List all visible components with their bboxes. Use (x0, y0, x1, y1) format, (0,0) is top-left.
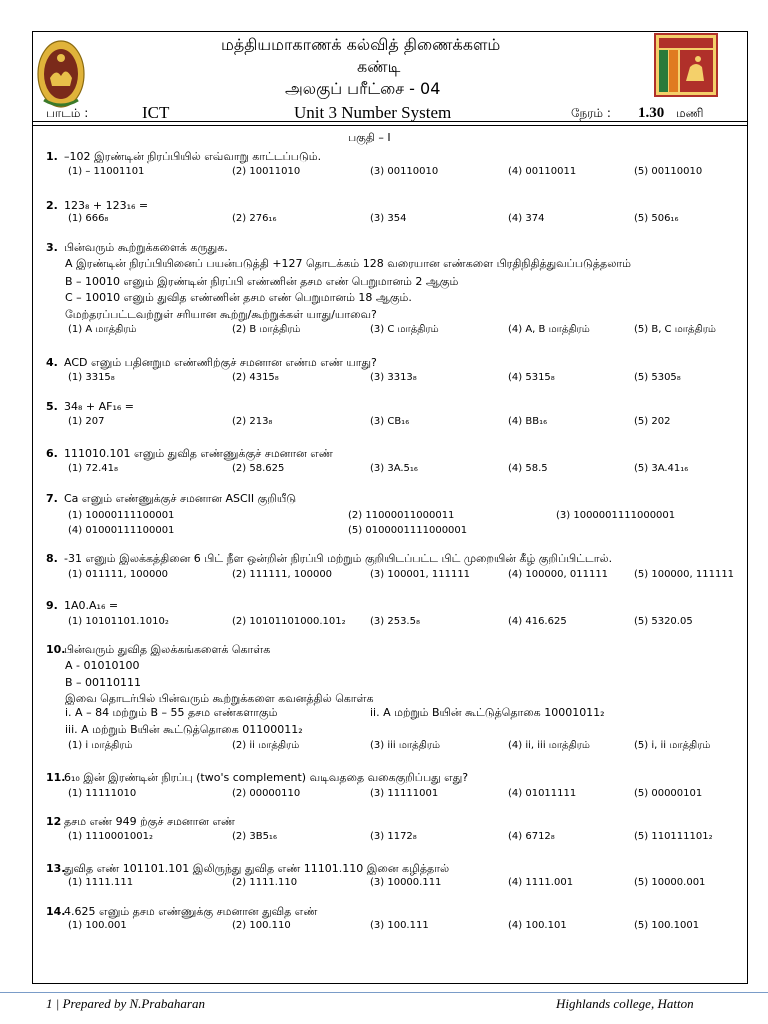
answer-option: (2) 10011010 (232, 166, 301, 177)
question-number: 8. (46, 552, 58, 565)
answer-option: (4) 100000, 011111 (508, 569, 609, 580)
answer-option: (2) 10101101000.101₂ (232, 616, 346, 627)
question-statement: A - 01010100 (65, 659, 140, 672)
question-statement: iii. A மற்றும் Bயின் கூட்டுத்தொகை 01100011₂ (65, 723, 303, 736)
question-number: 3. (46, 241, 58, 254)
answer-option: (4) 01011111 (508, 788, 577, 799)
exam-title: அலகுப் பரீட்சை - 04 (285, 79, 441, 98)
answer-option: (2) 3B5₁₆ (232, 831, 277, 842)
answer-option: (5) 100.1001 (634, 920, 700, 931)
question-statement: B – 10010 எனும் இரண்டின் நிரப்பி எண்ணின் தசம எண் பெறுமானம் 2 ஆகும் (65, 275, 459, 288)
answer-option: (3) CB₁₆ (370, 416, 410, 427)
answer-option: (2) 213₈ (232, 416, 273, 427)
question-number: 1. (46, 150, 58, 163)
province-flag-logo (654, 33, 718, 97)
question-statement: C – 10010 எனும் துவித எண்ணின் தசம எண் பெறுமானம் 18 ஆகும். (65, 291, 412, 304)
answer-option: (5) 0100001111000001 (348, 525, 468, 536)
answer-option: (3) 253.5₈ (370, 616, 420, 627)
answer-option: (1) 1111.111 (68, 877, 134, 888)
question-number: 14. (46, 905, 66, 918)
question-number: 2. (46, 199, 58, 212)
answer-option: (3) 10000.111 (370, 877, 442, 888)
question-number: 5. (46, 400, 58, 413)
department-title: மத்தியமாகாணக் கல்வித் திணைக்களம் (221, 35, 501, 54)
time-value: 1.30 (638, 105, 665, 121)
answer-option: (4) ii, iii மாத்திரம் (508, 740, 590, 751)
answer-option: (1) 10101101.1010₂ (68, 616, 169, 627)
answer-option: (1) A மாத்திரம் (68, 324, 137, 335)
answer-option: (2) 58.625 (232, 463, 285, 474)
answer-option: (5) i, ii மாத்திரம் (634, 740, 711, 751)
question-text: Ca எனும் எண்ணுக்குச் சமனான ASCII குறியீடு (64, 492, 297, 505)
question-text: 111010.101 எனும் துவித எண்ணுக்குச் சமனான எண் (64, 447, 333, 460)
question-number: 12 (46, 815, 62, 828)
answer-option: (3) 100.111 (370, 920, 429, 931)
answer-option: (4) 1111.001 (508, 877, 574, 888)
question-statement: ii. A மற்றும் Bயின் கூட்டுத்தொகை 10001011₂ (370, 706, 605, 719)
time-label: நேரம் : (571, 106, 611, 120)
answer-option: (1) 207 (68, 416, 105, 427)
answer-option: (3) 3A.5₁₆ (370, 463, 418, 474)
answer-option: (4) 6712₈ (508, 831, 555, 842)
question-text: -31 எனும் இலக்கத்தினை 6 பிட் நீள ஒன்றின் நிரப்பி மற்றும் குறியிடப்பட்ட பிட் முறையின் கீழ் குறிப்பிட்டால். (64, 552, 613, 565)
answer-option: (3) 11111001 (370, 788, 439, 799)
national-emblem-logo (36, 38, 86, 112)
answer-option: (1) 1110001001₂ (68, 831, 153, 842)
answer-option: (2) 276₁₆ (232, 213, 277, 224)
answer-option: (1) 666₈ (68, 213, 109, 224)
question-number: 4. (46, 356, 58, 369)
question-statement: மேற்தரப்பட்டவற்றுள் சரியான கூற்று/கூற்றுக்கள் யாது/யாவை? (65, 308, 377, 321)
answer-option: (3) 354 (370, 213, 407, 224)
answer-option: (4) BB₁₆ (508, 416, 548, 427)
question-text: பின்வரும் துவித இலக்கங்களைக் கொள்க (64, 643, 271, 656)
answer-option: (5) 3A.41₁₆ (634, 463, 689, 474)
answer-option: (3) 3313₈ (370, 372, 417, 383)
question-number: 13. (46, 862, 66, 875)
answer-option: (3) 100001, 111111 (370, 569, 471, 580)
question-text: 34₈ + AF₁₆ = (64, 400, 135, 413)
part-label: பகுதி – I (348, 131, 391, 144)
question-statement: இவை தொடர்பில் பின்வரும் கூற்றுக்களை கவனத்தில் கொள்க (65, 692, 374, 705)
footer-divider (0, 992, 768, 993)
answer-option: (4) 100.101 (508, 920, 567, 931)
subject-label: பாடம் : (46, 106, 89, 120)
question-number: 7. (46, 492, 58, 505)
answer-option: (5) 110111101₂ (634, 831, 713, 842)
question-statement: i. A – 84 மற்றும் B – 55 தசம எண்களாகும் (65, 706, 278, 719)
answer-option: (5) 202 (634, 416, 671, 427)
answer-option: (5) B, C மாத்திரம் (634, 324, 716, 335)
question-statement: B – 00110111 (65, 676, 142, 689)
answer-option: (5) 5305₈ (634, 372, 681, 383)
answer-option: (2) 4315₈ (232, 372, 279, 383)
answer-option: (1) – 11001101 (68, 166, 145, 177)
answer-option: (4) 58.5 (508, 463, 548, 474)
question-text: 123₈ + 123₁₆ = (64, 199, 149, 212)
answer-option: (2) 1111.110 (232, 877, 298, 888)
answer-option: (1) 3315₈ (68, 372, 115, 383)
answer-option: (5) 100000, 111111 (634, 569, 735, 580)
subject-value: ICT (142, 103, 170, 122)
answer-option: (1) 011111, 100000 (68, 569, 169, 580)
unit-title: Unit 3 Number System (294, 103, 452, 122)
question-number: 10. (46, 643, 66, 656)
footer-left: 1 | Prepared by N.Prabaharan (46, 996, 205, 1011)
answer-option: (2) ii மாத்திரம் (232, 740, 300, 751)
question-statement: A இரண்டின் நிரப்பியினைப் பயன்படுத்தி +127 தொடக்கம் 128 வரையான எண்களை பிரதிநிதித்துவப்படுத்தலாம் (65, 257, 631, 270)
answer-option: (3) 00110010 (370, 166, 439, 177)
answer-option: (1) 10000111100001 (68, 510, 175, 521)
answer-option: (5) 10000.001 (634, 877, 706, 888)
question-text: தசம எண் 949 ற்குச் சமனான எண் (64, 815, 236, 828)
city-title: கண்டி (357, 57, 401, 76)
answer-option: (1) i மாத்திரம் (68, 740, 133, 751)
question-text: 1A0.A₁₆ = (64, 599, 119, 612)
time-unit: மணி (676, 106, 704, 120)
answer-option: (5) 506₁₆ (634, 213, 679, 224)
question-text: துவித எண் 101101.101 இலிருந்து துவித எண் 11101.110 இனை கழித்தால் (64, 862, 450, 875)
answer-option: (2) 111111, 100000 (232, 569, 333, 580)
answer-option: (4) 00110011 (508, 166, 577, 177)
answer-option: (2) 11000011000011 (348, 510, 455, 521)
question-text: 4.625 எனும் தசம எண்ணுக்கு சமனான துவித எண் (64, 905, 318, 918)
answer-option: (5) 5320.05 (634, 616, 693, 627)
answer-option: (4) 374 (508, 213, 545, 224)
answer-option: (3) iii மாத்திரம் (370, 740, 441, 751)
question-number: 6. (46, 447, 58, 460)
question-text: பின்வரும் கூற்றுக்களைக் கருதுக. (64, 241, 228, 254)
answer-option: (5) 00000101 (634, 788, 703, 799)
answer-option: (4) 416.625 (508, 616, 567, 627)
question-text: –102 இரண்டின் நிரப்பியில் எவ்வாறு காட்டப்படும். (64, 150, 322, 163)
question-number: 9. (46, 599, 58, 612)
answer-option: (4) A, B மாத்திரம் (508, 324, 590, 335)
answer-option: (4) 01000111100001 (68, 525, 175, 536)
answer-option: (4) 5315₈ (508, 372, 555, 383)
answer-option: (2) 00000110 (232, 788, 301, 799)
answer-option: (1) 11111010 (68, 788, 137, 799)
question-text: 6₁₀ இன் இரண்டின் நிரப்பு (two's complement) வடிவததை வகைகுறிப்பது எது? (64, 771, 469, 784)
answer-option: (3) 1172₈ (370, 831, 417, 842)
question-number: 11. (46, 771, 66, 784)
footer-right: Highlands college, Hatton (556, 996, 694, 1011)
answer-option: (3) C மாத்திரம் (370, 324, 439, 335)
answer-option: (3) 1000001111000001 (556, 510, 676, 521)
question-text: ACD எனும் பதினறும எண்ணிற்குச் சமனான எண்ம எண் யாது? (64, 356, 377, 369)
answer-option: (2) B மாத்திரம் (232, 324, 301, 335)
answer-option: (1) 72.41₈ (68, 463, 118, 474)
answer-option: (1) 100.001 (68, 920, 127, 931)
answer-option: (2) 100.110 (232, 920, 291, 931)
header-divider-2 (32, 125, 748, 126)
answer-option: (5) 00110010 (634, 166, 703, 177)
